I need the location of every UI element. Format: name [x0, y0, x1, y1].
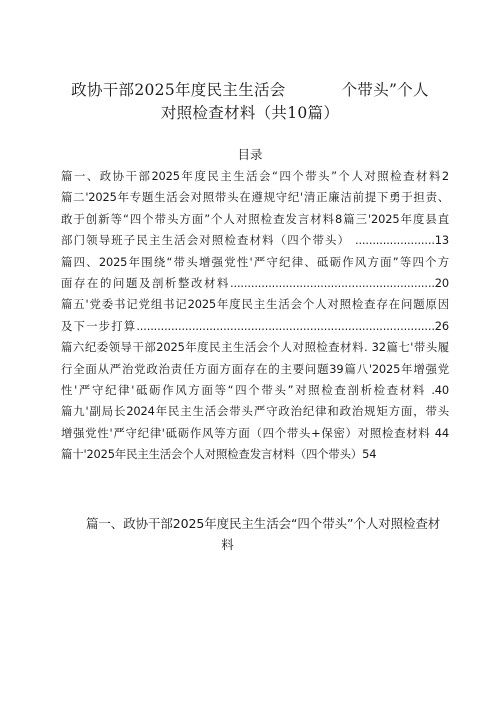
toc-line[interactable]: 及下一步打算......................................................................................26: [61, 318, 449, 333]
table-of-contents: [61, 166, 449, 465]
toc-line[interactable]: 面存在的问题及剖析整改材料...........................................................20: [61, 275, 449, 290]
section-title-line-2: 料: [221, 537, 234, 552]
toc-line[interactable]: 行全面从严治党政治责任方面方面存在的主要问题39篇八'2025年增强党: [61, 361, 449, 376]
toc-line[interactable]: 篇五'党委书记党组书记2025年度民主生活会个人对照检查存在问题原因: [61, 297, 449, 312]
toc-line[interactable]: 敢于创新等“四个带头方面”个人对照检查发言材料8篇三'2025年度县直: [61, 211, 449, 226]
toc-line[interactable]: 增强党性'严守纪律'砥砺作风等方面（四个带头+保密）对照检查材料 44: [61, 425, 449, 440]
title-part-2: 个带头”个人: [341, 81, 429, 99]
section-title-line-1: 篇一、政协干部2025年度民主生活会“四个带头”个人对照检查材: [86, 516, 441, 531]
title-part-1: 政协干部2025年度民主生活会: [71, 81, 286, 99]
toc-line[interactable]: 性'严守纪律'砥砺作风方面等“四个带头”对照检查剖析检查材料 .40: [61, 382, 449, 397]
toc-line[interactable]: 篇一、政协干部2025年度民主生活会“四个带头”个人对照检查材料2: [61, 169, 449, 183]
document-title-line-1: [0, 78, 500, 100]
toc-line[interactable]: 篇四、2025年围绕“带头增强党性'严守纪律、砥砺作风方面”等四个方: [61, 254, 449, 269]
document-title-line-2: 对照检查材料（共10篇）: [160, 104, 340, 122]
toc-line[interactable]: 篇十'2025年民主生活会个人对照检查发言材料（四个带头）54: [61, 447, 377, 462]
toc-line[interactable]: 篇九'副局长2024年民主生活会带头严守政治纪律和政治规矩方面，带头: [61, 404, 449, 419]
toc-line[interactable]: 篇六纪委领导干部2025年度民主生活会个人对照检查材料. 32篇七'带头履: [61, 340, 449, 355]
toc-heading: 目录: [237, 147, 263, 162]
toc-line[interactable]: 篇二'2025年专题生活会对照带头在遵规守纪'清正廉洁前提下勇于担责、: [61, 190, 449, 205]
toc-line[interactable]: 部门领导班子民主生活会对照检查材料（四个带头） .......................13: [61, 233, 449, 248]
